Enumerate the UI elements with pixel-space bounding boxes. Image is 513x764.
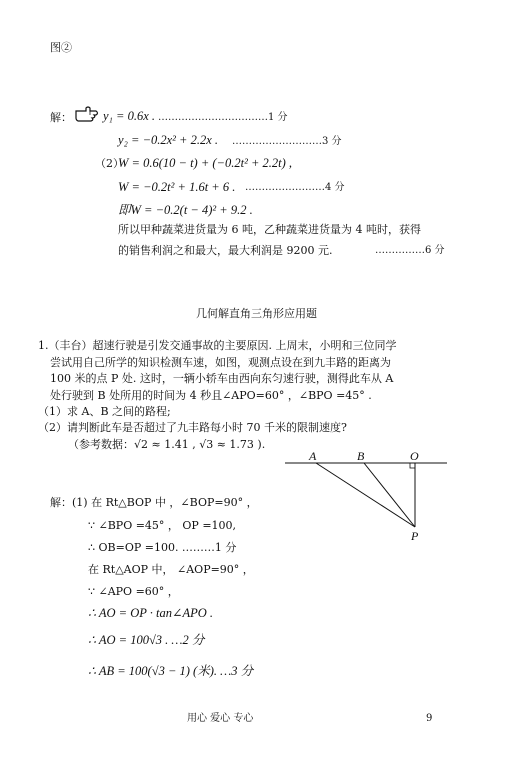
problem-line-3: 100 米的点 P 处. 这时，一辆小轿车由西向东匀速行驶，测得此车从 A: [50, 372, 394, 385]
solution2-line-1: 解：(1) 在 Rt△BOP 中 ，∠BOP=90° ，: [50, 496, 258, 509]
problem-line-4: 处行驶到 B 处所用的时间为 4 秒且∠APO=60° ，∠BPO =45° .: [50, 389, 372, 402]
line-ap: [316, 463, 415, 527]
equation-w2: W = −0.2t² + 1.6t + 6 .: [118, 180, 236, 194]
conclusion-line-1: 所以甲种蔬菜进货量为 6 吨，乙种蔬菜进货量为 4 吨时，获得: [118, 223, 421, 236]
geometry-diagram: [285, 452, 451, 548]
solution2-line-6: ∴ AO = OP · tan∠APO .: [88, 606, 214, 620]
solution-label: 解：: [50, 111, 72, 124]
figure-label: 图②: [50, 41, 72, 54]
pointing-hand-icon: [74, 105, 100, 125]
problem-line-2: 尝试用自己所学的知识检测车速，如图，观测点设在到九丰路的距离为: [50, 356, 391, 369]
score-dots-2: ………………………3 分: [232, 136, 342, 147]
right-angle-mark: [410, 463, 415, 468]
part-number-2: （2）: [95, 157, 124, 170]
equation-w1: W = 0.6(10 − t) + (−0.2t² + 2.2t) ,: [118, 156, 293, 170]
label-b: B: [357, 452, 365, 463]
solution2-line-8: ∴ AB = 100(√3 − 1) (米). …3 分: [88, 664, 254, 678]
question-2: （2）请判断此车是否超过了九丰路每小时 70 千米的限制速度?: [38, 421, 347, 434]
solution2-line-4: 在 Rt△AOP 中， ∠AOP=90° ，: [88, 563, 254, 576]
line-bp: [364, 463, 415, 527]
page-number: 9: [426, 713, 433, 724]
score-dots-4: ……………………4 分: [245, 182, 345, 193]
footer-motto: 用心 爱心 专心: [187, 713, 254, 724]
reference-data: （参考数据：√2 ≈ 1.41 , √3 ≈ 1.73 ).: [68, 438, 266, 451]
solution2-line-2: ∵ ∠BPO =45° ， OP =100,: [88, 519, 237, 532]
score-dots-1: ……………………………1 分: [158, 112, 288, 123]
label-o: O: [410, 452, 419, 463]
section-title: 几何解直角三角形应用题: [196, 307, 317, 320]
question-1: （1）求 A、B 之间的路程;: [38, 405, 171, 418]
problem-line-1: 1.（丰台）超速行驶是引发交通事故的主要原因. 上周末，小明和三位同学: [38, 339, 397, 352]
label-a: A: [309, 452, 317, 463]
score-dots-6: ……………6 分: [375, 245, 445, 256]
equation-y2: y₂ = −0.2x² + 2.2x .: [118, 133, 219, 147]
equation-y1: y₁ = 0.6x .: [103, 109, 156, 123]
equation-w3: 即W = −0.2(t − 4)² + 9.2 .: [118, 203, 253, 217]
solution2-line-5: ∵ ∠APO =60° ，: [88, 585, 179, 598]
solution2-line-3: ∴ OB=OP =100. ………1 分: [88, 541, 237, 554]
label-p: P: [411, 529, 419, 543]
solution2-line-7: ∴ AO = 100√3 . …2 分: [88, 633, 205, 647]
conclusion-line-2: 的销售利润之和最大，最大利润是 9200 元.: [118, 244, 333, 257]
